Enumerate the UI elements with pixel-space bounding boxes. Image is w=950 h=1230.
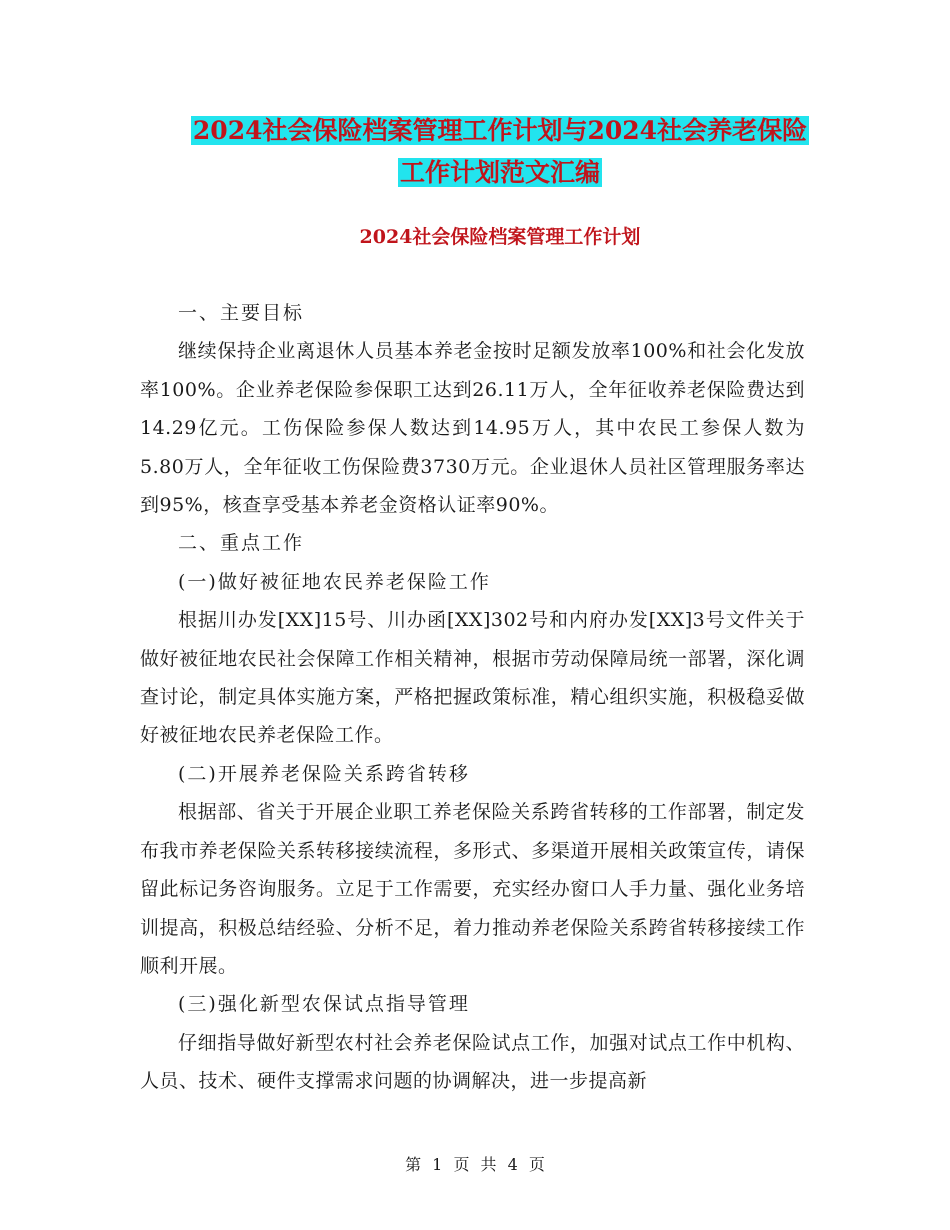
heading-key-work: 二、重点工作 (178, 532, 305, 555)
page-number-footer: 第 1 页 共 4 页 (405, 1155, 545, 1174)
section-title: 2024社会保险档案管理工作计划 (359, 226, 641, 248)
paragraph-3: 仔细指导做好新型农村社会养老保险试点工作，加强对试点工作中机构、人员、技术、硬件支撑需求问题的协调解决，进一步提高新 (140, 1031, 805, 1093)
subheading-2: (二)开展养老保险关系跨省转移 (178, 762, 470, 785)
document-body (140, 294, 805, 1101)
document-title-line-2: 工作计划范文汇编 (399, 158, 600, 187)
paragraph-2: 根据部、省关于开展企业职工养老保险关系跨省转移的工作部署，制定发布我市养老保险关系转移接续流程，多形式、多渠道开展相关政策宣传，请保留此标记务咨询服务。立足于工作需要，充实经办窗口人手力量、强化业务培训提高，积极总结经验、分析不足，着力推动养老保险关系跨省转移接续工作顺利开展。 (140, 801, 805, 977)
document-title (140, 110, 860, 194)
paragraph-1: 根据川办发[XX]15号、川办函[XX]302号和内府办发[XX]3号文件关于做好被征地农民社会保障工作相关精神，根据市劳动保障局统一部署，深化调查讨论，制定具体实施方案，严格把握政策标准，精心组织实施，积极稳妥做好被征地农民养老保险工作。 (140, 609, 805, 747)
heading-main-goals: 一、主要目标 (178, 302, 305, 324)
subheading-1: (一)做好被征地农民养老保险工作 (178, 570, 491, 593)
subheading-3: (三)强化新型农保试点指导管理 (178, 993, 470, 1016)
paragraph-main-goals: 继续保持企业离退休人员基本养老金按时足额发放率100%和社会化发放率100%。企业养老保险参保职工达到26.11万人，全年征收养老保险费达到14.29亿元。工伤保险参保人数达到14.95万人，其中农民工参保人数为5.80万人，全年征收工伤保险费3730万元。企业退休人员社区管理服务率达到95%，核查享受基本养老金资格认证率90%。 (140, 340, 805, 517)
document-title-line-1: 2024社会保险档案管理工作计划与2024社会养老保险 (192, 116, 808, 145)
